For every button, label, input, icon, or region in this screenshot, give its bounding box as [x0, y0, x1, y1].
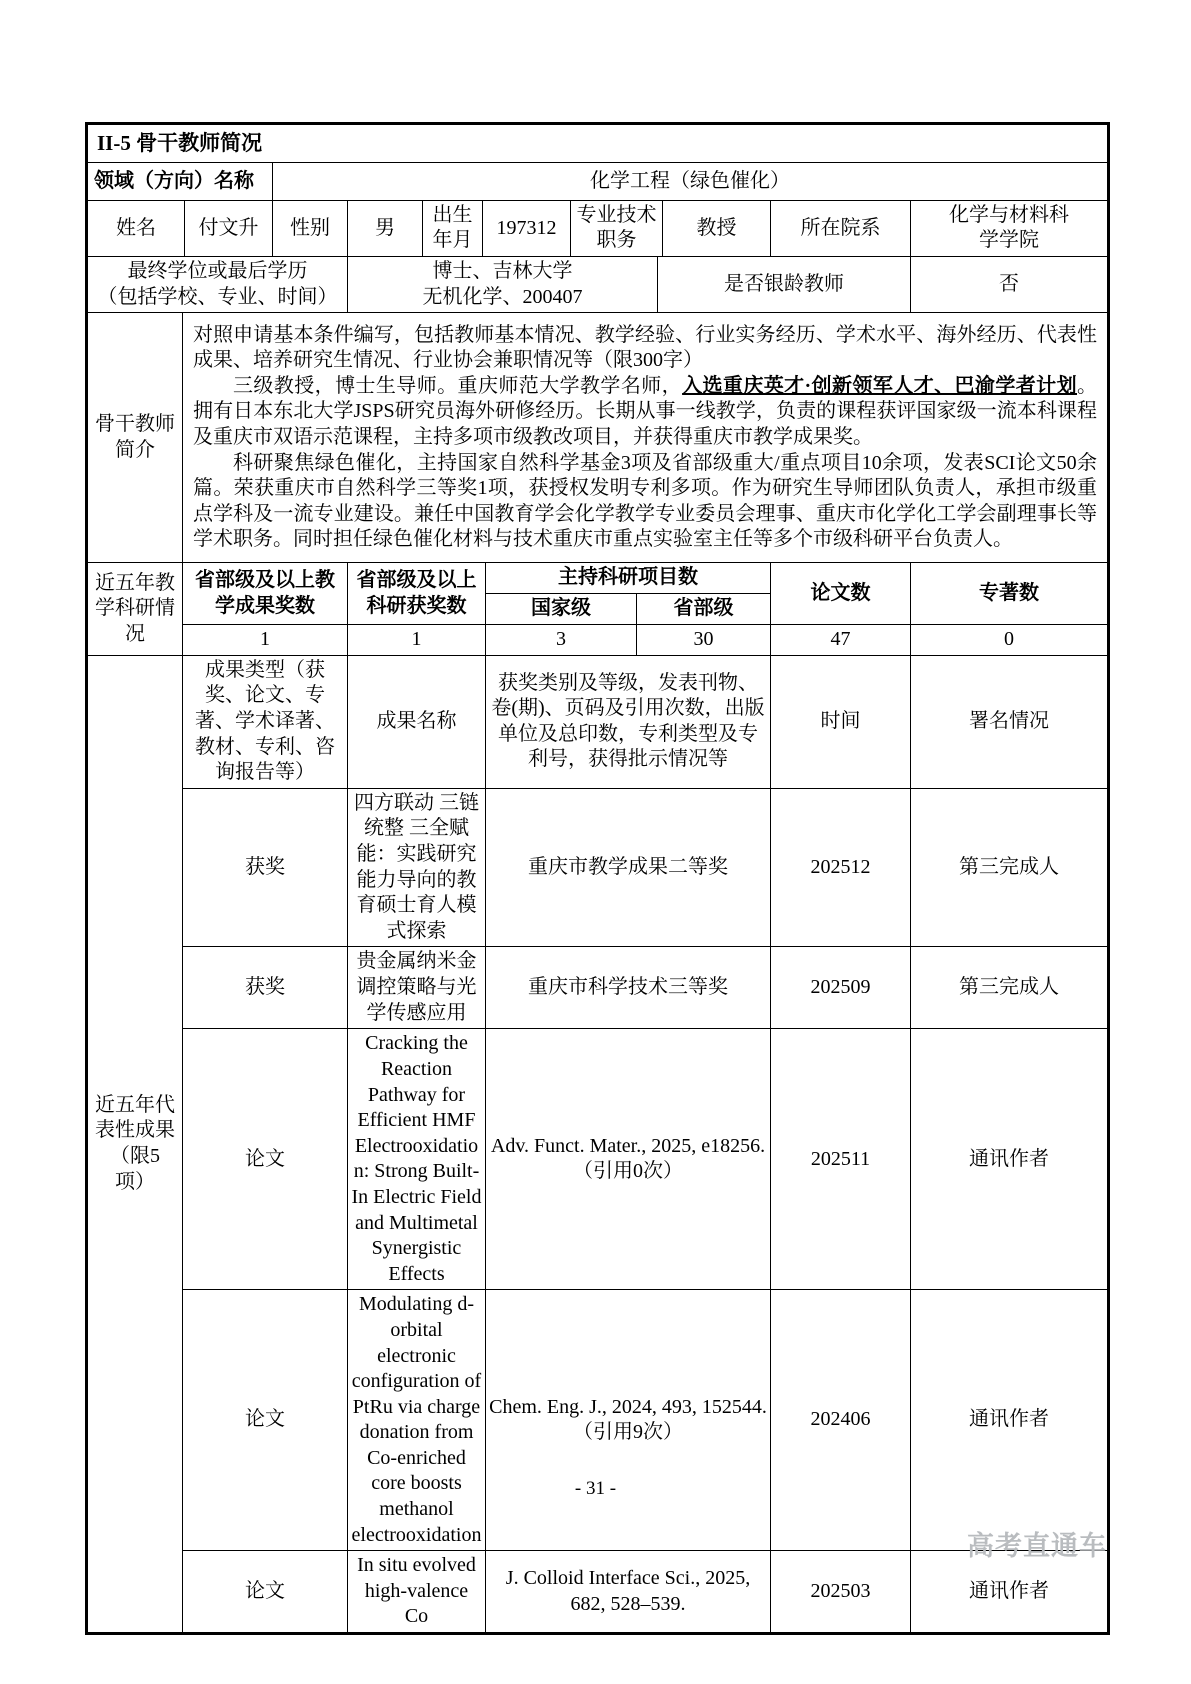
intro-p2-text: 三级教授，博士生导师。重庆师范大学教学名师，: [233, 374, 683, 397]
achievement-name: 贵金属纳米金调控策略与光学传感应用: [348, 947, 486, 1029]
watermark-text: 高考直通车: [967, 1531, 1107, 1561]
stats-label-line: 况: [125, 622, 145, 645]
section-intro-row: [87, 312, 1108, 563]
achievements-label-line: 项）: [115, 1170, 155, 1193]
achievement-detail: [486, 947, 771, 1029]
section-degree-row: [87, 256, 1108, 313]
achievement-type: 论文: [183, 1551, 348, 1633]
stats-label-line: 近五年教: [95, 571, 175, 594]
achievement-name-header: 成果名称: [348, 655, 486, 788]
achievement-authorship: 通讯作者: [911, 1290, 1108, 1551]
achievements-label-line: 表性成果: [95, 1119, 175, 1142]
teacher-profile-form: [85, 122, 1110, 1635]
intro-label-line: 骨干教师: [95, 413, 175, 436]
intro-p2-text: 。拥有日本东北大学JSPS研究员海外研修经历。长期从事一线教学，负责的课程获评国家级一流本科课程及重庆市双语示范课程，主持多项市级教改项目，并获得重庆市教学成果奖。: [193, 374, 1097, 448]
domain-label: 领域（方向）名称: [88, 162, 273, 200]
achievement-detail-line: 重庆市科学技术三等奖: [528, 976, 728, 999]
achievement-row: [88, 1029, 1108, 1290]
achievement-detail-line: Adv. Funct. Mater., 2025, e18256.: [490, 1134, 766, 1157]
achievement-citation: （引用9次）: [573, 1421, 683, 1444]
achievement-row: [88, 1551, 1108, 1633]
section-basic-info-row: [87, 200, 1108, 257]
achievement-time: 202503: [771, 1551, 911, 1633]
achievement-time-header: 时间: [771, 655, 911, 788]
research-award-header: 省部级及以上科研获奖数: [348, 563, 486, 625]
department-value: 化学与材料科学学院: [911, 200, 1108, 256]
gender-value: 男: [348, 200, 423, 256]
achievement-type: 论文: [183, 1029, 348, 1290]
achievement-name: 四方联动 三链统整 三全赋能：实践研究能力导向的教育硕士育人模式探索: [348, 788, 486, 947]
job-title-value: 教授: [663, 200, 771, 256]
section-domain-row: [87, 162, 1108, 201]
project-provincial-header: 省部级: [637, 594, 771, 625]
intro-paragraph-3: 科研聚焦绿色催化，主持国家自然科学基金3项及省部级重大/重点项目10余项，发表SCI论文50余篇。荣获重庆市自然科学三等奖1项，获授权发明专利多项。作为研究生导师团队负责人，承担市级重点学科及一流专业建设。兼任中国教育学会化学教学专业委员会理事、重庆市化学化工学会副理事长等学术职务。同时担任绿色催化材料与技术重庆市重点实验室主任等多个市级科研平台负责人。: [193, 451, 1097, 551]
degree-label-line: 最终学位或最后学历: [127, 260, 308, 283]
birth-label: 出生年月: [423, 200, 483, 256]
achievement-detail-line: 重庆市教学成果二等奖: [528, 855, 728, 878]
paper-count-header: 论文数: [771, 563, 911, 625]
page-number: - 31 -: [574, 1478, 617, 1499]
section-stats: [87, 562, 1108, 656]
achievement-detail-header: 获奖类别及等级，发表刊物、卷(期)、页码及引用次数，出版单位及总印数，专利类型及专利号，获得批示情况等: [486, 655, 771, 788]
paper-count: 47: [771, 625, 911, 656]
domain-value: 化学工程（绿色催化）: [273, 162, 1108, 200]
achievement-type: 获奖: [183, 788, 348, 947]
achievement-detail: [486, 1551, 771, 1633]
research-award-count: 1: [348, 625, 486, 656]
name-label: 姓名: [88, 200, 185, 256]
achievement-type: 获奖: [183, 947, 348, 1029]
teaching-award-count: 1: [183, 625, 348, 656]
achievement-time: 202509: [771, 947, 911, 1029]
stats-label-line: 学科研情: [95, 597, 175, 620]
project-national-count: 3: [486, 625, 637, 656]
form-title: II-5 骨干教师简况: [88, 125, 1108, 163]
intro-text: [183, 313, 1108, 563]
monograph-count: 0: [911, 625, 1108, 656]
intro-label: [88, 313, 183, 563]
silver-age-label: 是否银龄教师: [658, 257, 911, 313]
degree-value-line: 博士、吉林大学: [432, 260, 573, 283]
achievement-authorship: 第三完成人: [911, 788, 1108, 947]
achievement-detail: [486, 1290, 771, 1551]
achievement-time: 202512: [771, 788, 911, 947]
degree-value-line: 无机化学、200407: [422, 285, 583, 308]
achievement-row: [88, 947, 1108, 1029]
achievements-label-line: （限5: [110, 1144, 160, 1167]
degree-value: [348, 257, 658, 313]
degree-label: [88, 257, 348, 313]
achievement-row: [88, 788, 1108, 947]
achievement-authorship: 通讯作者: [911, 1029, 1108, 1290]
monograph-count-header: 专著数: [911, 563, 1108, 625]
stats-section-label: [88, 563, 183, 656]
intro-paragraph-1: 对照申请基本条件编写，包括教师基本情况、教学经验、行业实务经历、学术水平、海外经历、代表性成果、培养研究生情况、行业协会兼职情况等（限300字）: [193, 323, 1097, 372]
teaching-award-header: 省部级及以上教学成果奖数: [183, 563, 348, 625]
project-count-header: 主持科研项目数: [486, 563, 771, 594]
achievements-label-line: 近五年代: [95, 1093, 175, 1116]
intro-label-line: 简介: [115, 438, 155, 461]
gender-label: 性别: [273, 200, 348, 256]
intro-paragraph-2: [193, 374, 1097, 451]
department-label: 所在院系: [771, 200, 911, 256]
birth-value: 197312: [483, 200, 571, 256]
project-provincial-count: 30: [637, 625, 771, 656]
achievement-detail-line: Chem. Eng. J., 2024, 493, 152544.: [489, 1395, 767, 1418]
silver-age-value: 否: [911, 257, 1108, 313]
achievement-authorship: 通讯作者: [911, 1551, 1108, 1633]
name-value: 付文升: [185, 200, 273, 256]
achievement-name: Modulating d-orbital electronic configuration of PtRu via charge donation from Co-enriched core boosts methanol electrooxidation: [348, 1290, 486, 1551]
achievement-type: 论文: [183, 1290, 348, 1551]
achievement-time: 202406: [771, 1290, 911, 1551]
achievement-authorship-header: 署名情况: [911, 655, 1108, 788]
achievement-row: [88, 1290, 1108, 1551]
achievement-detail: [486, 1029, 771, 1290]
job-title-label: 专业技术职务: [571, 200, 663, 256]
achievement-citation: （引用0次）: [573, 1160, 683, 1183]
achievement-name: Cracking the Reaction Pathway for Efficient HMF Electrooxidation: Strong Built-In Electric Field and Multimetal Synergistic Effects: [348, 1029, 486, 1290]
talent-program-highlight: 入选重庆英才·创新领军人才、巴渝学者计划: [682, 374, 1077, 397]
achievement-name: In situ evolved high-valence Co: [348, 1551, 486, 1633]
achievement-type-header: 成果类型（获奖、论文、专著、学术译著、教材、专利、咨询报告等）: [183, 655, 348, 788]
project-national-header: 国家级: [486, 594, 637, 625]
achievement-detail-line: J. Colloid Interface Sci., 2025, 682, 528–539.: [505, 1567, 751, 1615]
section-title-row: [87, 124, 1108, 163]
achievement-time: 202511: [771, 1029, 911, 1290]
achievement-detail: [486, 788, 771, 947]
achievement-authorship: 第三完成人: [911, 947, 1108, 1029]
degree-label-line: （包括学校、专业、时间）: [97, 285, 338, 308]
